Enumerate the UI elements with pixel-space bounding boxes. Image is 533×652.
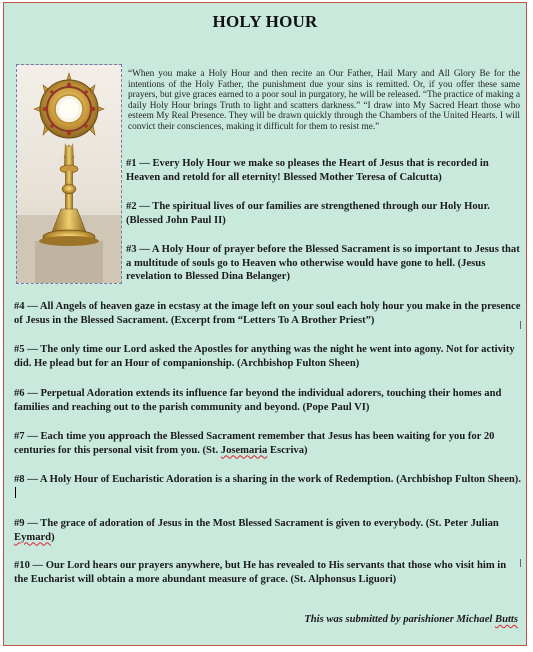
item-2: #2 — The spiritual lives of our families are strengthened through our Holy Hour. (Blessed John Paul II) <box>126 201 490 226</box>
item-8-text: #8 — A Holy Hour of Eucharistic Adoration is a sharing in the work of Redemption. (Archbishop Fulton Sheen). <box>14 474 521 485</box>
intro-quote: “When you make a Holy Hour and then recite an Our Father, Hail Mary and All Glory Be for the intentions of the Holy Father, the punishment due your sins is remitted. Or, if you offer these same prayers, but give graces earned to a poor soul in purgatory, he will be released. “The practice of making a daily Holy Hour brings Truth to light and scatters darkness.” “I draw into My Sacred Heart those who esteem My Real Presence. They will be drawn quickly through the Chambers of the United Hearts. I will convict their consciences, making it difficult for them to resist me.” <box>128 69 520 132</box>
text-cursor <box>15 487 16 498</box>
item-3: #3 — A Holy Hour of prayer before the Blessed Sacrament is so important to Jesus that a multitude of souls go to Heaven who otherwise would have gone to hell. (Jesus revelation to Blessed Dina Belanger) <box>126 244 520 283</box>
spellcheck-flagged-word: Eymard <box>14 531 52 543</box>
document-page <box>3 2 527 646</box>
item-9-text-end: ) <box>51 531 55 543</box>
item-5: #5 — The only time our Lord asked the Apostles for anything was the night he went into agony. Not for activity did. He plead but for an Hour of companionship. (Archbishop Fulton Sheen) <box>14 344 515 369</box>
page-edge-marker <box>520 559 526 567</box>
item-9 <box>14 517 522 544</box>
item-4: #4 — All Angels of heaven gaze in ecstasy at the image left on your soul each holy hour you make in the presence of Jesus in the Blessed Sacrament. (Excerpt from “Letters To A Brother Priest”) <box>14 301 521 326</box>
spellcheck-flagged-word: Butts <box>495 614 518 625</box>
item-7 <box>14 430 522 457</box>
item-8 <box>14 473 522 501</box>
item-1: #1 — Every Holy Hour we make so pleases the Heart of Jesus that is recorded in Heaven and retold for all eternity! Blessed Mother Teresa of Calcutta) <box>126 158 489 183</box>
monstrance-image[interactable] <box>16 64 122 284</box>
page-title: HOLY HOUR <box>212 12 318 31</box>
monstrance-illustration <box>17 65 121 283</box>
item-7-text: #7 — Each time you approach the Blessed Sacrament remember that Jesus has been waiting for you for 20 centuries for this personal visit from you. (St. <box>14 431 495 456</box>
credit-text: This was submitted by parishioner Michael <box>304 614 496 625</box>
item-10: #10 — Our Lord hears our prayers anywhere, but He has revealed to His servants that those who visit him in the Eucharist will obtain a more abundant measure of grace. (St. Alphonsus Liguori) <box>14 560 507 585</box>
item-9-text: #9 — The grace of adoration of Jesus in the Most Blessed Sacrament is given to everybody. (St. Peter Julian <box>14 518 499 529</box>
page-edge-marker <box>520 321 526 329</box>
submitter-credit <box>304 614 518 625</box>
item-7-text-end: Escriva) <box>267 444 308 456</box>
spellcheck-flagged-word: Josemaria <box>220 444 268 456</box>
item-6: #6 — Perpetual Adoration extends its influence far beyond the individual adorers, touching their homes and families and reaching out to the parish community and beyond. (Pope Paul VI) <box>14 388 502 413</box>
